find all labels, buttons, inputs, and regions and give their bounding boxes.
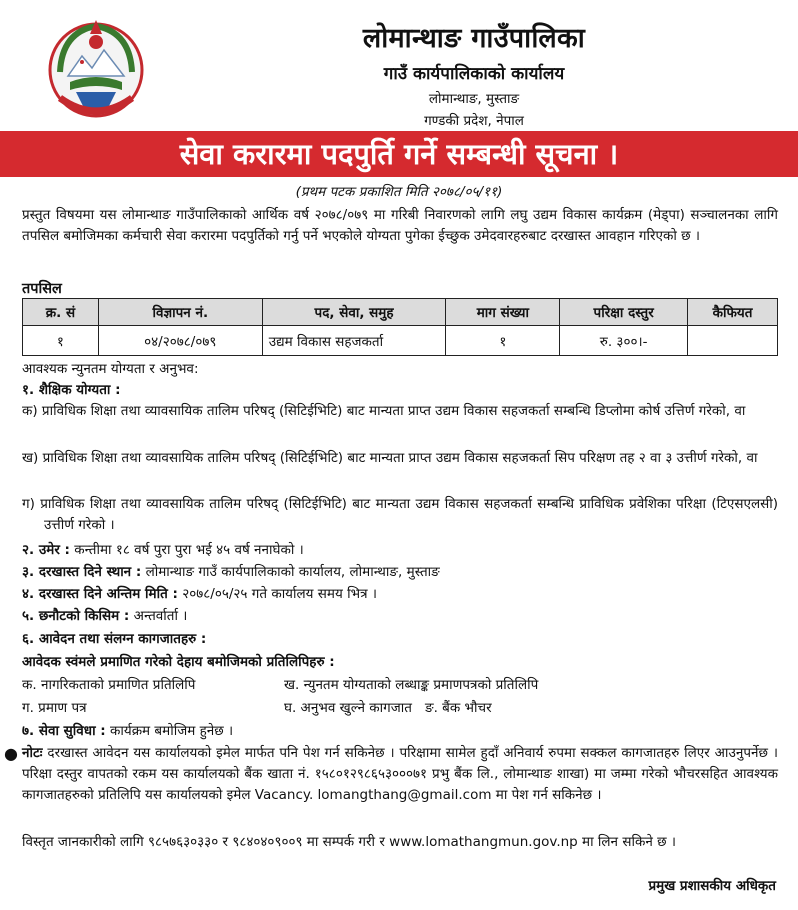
deadline-row bbox=[22, 584, 778, 605]
table-cell: ०४/२०७८/०७९ bbox=[98, 326, 262, 356]
note-label: नोटः bbox=[22, 745, 43, 761]
table-header-row bbox=[23, 299, 778, 326]
table-cell: रु. ३००।- bbox=[560, 326, 688, 356]
province: गण्डकी प्रदेश, नेपाल bbox=[424, 113, 524, 129]
docs-subheading: आवेदक स्वंमले प्रमाणित गरेको देहाय बमोजिमको प्रतिलिपिहरु : bbox=[22, 654, 335, 670]
docs-heading: ६. आवेदन तथा संलग्न कागजातहरु : bbox=[22, 631, 207, 647]
office-name: गाउँ कार्यपालिकाको कार्यालय bbox=[383, 64, 565, 84]
notice-title-banner: सेवा करारमा पदपुर्ति गर्ने सम्बन्धी सूचना । bbox=[0, 131, 798, 177]
table-row bbox=[23, 326, 778, 356]
facility-label: ७. सेवा सुविधा : bbox=[22, 723, 106, 739]
signature-title: प्रमुख प्रशासकीय अधिकृत bbox=[648, 878, 776, 894]
place-label: ३. दरखास्त दिने स्थान : bbox=[22, 564, 142, 580]
nepal-government-emblem-icon bbox=[42, 12, 150, 124]
edu-item-a: क) प्राविधिक शिक्षा तथा व्यावसायिक तालिम परिषद् (सिटिईभिटि) बाट मान्यता प्राप्त उद्यम विकास सहजकर्ता सम्बन्धि डिप्लोमा कोर्ष उत्तिर्ण गरेको, वा bbox=[22, 403, 746, 419]
place-text: लोमान्थाङ गाउँ कार्यपालिकाको कार्यालय, लोमान्थाङ, मुस्ताङ bbox=[145, 564, 440, 580]
age-label: २. उमेर : bbox=[22, 542, 70, 558]
list-item: ग. प्रमाण पत्र bbox=[22, 700, 87, 716]
facility-row bbox=[22, 721, 778, 742]
bullet-icon: ● bbox=[4, 744, 18, 763]
table-header: कैफियत bbox=[688, 299, 778, 326]
deadline-text: २०७८/०५/२५ गते कार्यालय समय भित्र । bbox=[182, 586, 377, 602]
facility-text: कार्यक्रम बमोजिम हुनेछ । bbox=[110, 723, 234, 739]
intro-paragraph: प्रस्तुत विषयमा यस लोमान्थाङ गाउँपालिकाको आर्थिक वर्ष २०७८/०७९ मा गरिबी निवारणको लागि लघु उद्यम विकास कार्यक्रम (मेड्पा) सञ्चालनका लागि तपसिल बमोजिमका कर्मचारी सेवा करारमा पदपुर्तिको गर्नु पर्ने भएकोले योग्यता पुगेका ईच्छुक उमेदवारहरुबाट दरखास्त आवहान गरिएको छ । bbox=[22, 207, 778, 244]
office-location: लोमान्थाङ, मुस्ताङ bbox=[428, 91, 520, 107]
tapasil-label: तपसिल bbox=[22, 281, 62, 297]
place-row bbox=[22, 562, 778, 583]
edu-heading: १. शैक्षिक योग्यता : bbox=[22, 382, 121, 398]
table-cell bbox=[688, 326, 778, 356]
note-paragraph bbox=[22, 743, 778, 806]
table-header: पद, सेवा, समुह bbox=[262, 299, 446, 326]
list-item: ख. न्युनतम योग्यताको लब्धाङ्क प्रमाणपत्रको प्रतिलिपि bbox=[284, 677, 539, 693]
header bbox=[0, 0, 798, 132]
age-text: कन्तीमा १८ वर्ष पुरा पुरा भई ४५ वर्ष ननाघेको । bbox=[74, 542, 304, 558]
table-header: विज्ञापन नं. bbox=[98, 299, 262, 326]
municipality-title: लोमान्थाङ गाउँपालिका bbox=[362, 23, 586, 54]
selection-label: ५. छनौटको किसिम : bbox=[22, 608, 130, 624]
list-item: घ. अनुभव खुल्ने कागजात bbox=[284, 700, 412, 716]
table-header: परिक्षा दस्तुर bbox=[560, 299, 688, 326]
edu-item-b: ख) प्राविधिक शिक्षा तथा व्यावसायिक तालिम परिषद् (सिटिईभिटि) बाट मान्यता प्राप्त उद्यम विकास सहजकर्ता सिप परिक्षण तह २ वा ३ उत्तीर्ण गरेको, वा bbox=[22, 450, 758, 466]
note-text: दरखास्त आवेदन यस कार्यालयको इमेल मार्फत पनि पेश गर्न सकिनेछ । परिक्षामा सामेल हुदाँ अनिवार्य रुपमा सक्कल कागजातहरु लिएर आउनुपर्नेछ । परिक्षा दस्तुर वापतको रकम यस कार्यालयको बैंक खाता नं. १५८०१२९८६५३०००७१ प्रभु बैंक लि., लोमान्थाङ शाखा) मा जम्मा गरेको भौचरसहित आवश्यक कागजातहरुको प्रतिलिपि यस कार्यालयको इमेल Vacancy. lomangthang@gmail.com मा पेश गर्न सकिनेछ । bbox=[22, 745, 778, 803]
list-item: क. नागरिकताको प्रमाणित प्रतिलिपि bbox=[22, 677, 196, 693]
qualification-intro: आवश्यक न्युनतम योग्यता र अनुभव: bbox=[22, 361, 199, 377]
table-cell: उद्यम विकास सहजकर्ता bbox=[262, 326, 446, 356]
table-header: क्र. सं bbox=[23, 299, 99, 326]
age-row bbox=[22, 540, 778, 561]
deadline-label: ४. दरखास्त दिने अन्तिम मिति : bbox=[22, 586, 178, 602]
list-item: ङ. बैंक भौचर bbox=[425, 700, 492, 716]
edu-item-c: ग) प्राविधिक शिक्षा तथा व्यावसायिक तालिम परिषद् (सिटिईभिटि) बाट मान्यता उद्यम विकास सहजकर्ता सम्बन्धि प्राविधिक प्रवेशिका परिक्षा (टिएसएलसी) उत्तीर्ण गरेको । bbox=[22, 496, 778, 533]
selection-row bbox=[22, 606, 778, 627]
contact-paragraph: विस्तृत जानकारीको लागि ९८५७६३०३३० र ९८४०४०९००९ मा सम्पर्क गरी र www.lomathangmun.gov.np मा लिन सकिने छ । bbox=[22, 834, 676, 850]
selection-text: अन्तर्वार्ता । bbox=[133, 608, 188, 624]
table-cell: १ bbox=[446, 326, 560, 356]
table-header: माग संख्या bbox=[446, 299, 560, 326]
header-text bbox=[150, 0, 798, 129]
vacancy-table bbox=[22, 298, 778, 356]
table-cell: १ bbox=[23, 326, 99, 356]
publish-note: (प्रथम पटक प्रकाशित मिति २०७८/०५/११) bbox=[295, 184, 503, 200]
